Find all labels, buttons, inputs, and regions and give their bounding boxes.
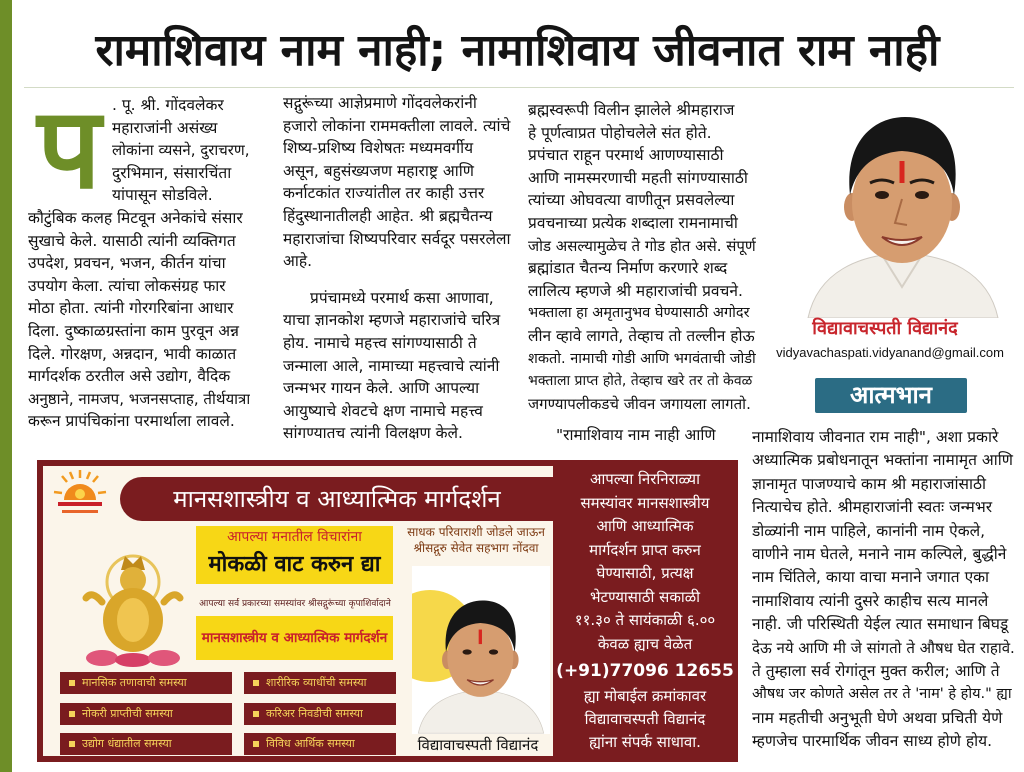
column-line: भक्ताला हा अमृतानुभव घेण्यासाठी अगोदर — [528, 305, 750, 322]
column-line: कर्नाटकांत राज्यांतील तर काही उत्तर — [283, 184, 485, 203]
column-line: ज्ञानामृत पाजण्याचे काम श्री महाराजांसाठी — [752, 474, 986, 493]
column-line: प्रपंचामध्ये परमार्थ कसा आणावा, — [310, 288, 494, 307]
column-line: लालित्य म्हणजे श्री महाराजांची प्रवचने. — [528, 281, 743, 300]
ad-tagline-big: मोकळी वाट करुन द्या — [208, 552, 381, 577]
column-line: नामाशिवाय त्यांनी दुसरे काहीच सत्य मानले — [752, 591, 989, 610]
column-line: भक्ताला प्राप्त होते, तेव्हाच खरे तर तो केवळ — [528, 373, 753, 390]
right-eye — [915, 191, 929, 199]
column-line: ते तुम्हाला सर्व रोगांतून मुक्त करील; आणि ते — [752, 661, 1000, 680]
column-line: त्यांच्या ओघवत्या वाणीतून प्रसवलेल्या — [528, 191, 735, 210]
column-line: ब्रह्मस्वरूपी विलीन झालेले श्रीमहाराज — [528, 101, 735, 119]
column-line: आहे. — [283, 252, 312, 271]
problem-item: शारीरिक व्याधींची समस्या — [244, 672, 396, 694]
column-line: जन्मभर गायन केले. आणि आपल्या — [283, 379, 480, 398]
column-line: जोड असल्यामुळेच ते गोड होत असे. संपूर्ण — [528, 236, 756, 255]
drop-cap: प — [37, 88, 101, 210]
column-line: नाम चिंतिले, काया वाचा मनाने जगात एका — [752, 568, 990, 587]
deity-image — [72, 540, 194, 668]
column-line: अनुष्ठाने, नामजप, भजनसप्ताह, तीर्थयात्रा — [28, 389, 250, 408]
problem-item: नोकरी प्राप्तीची समस्या — [60, 703, 232, 725]
column-line: शिष्य-प्रशिष्य विशेषतः मध्यमवर्गीय — [283, 139, 474, 158]
column-line: ब्रह्मांडात चैतन्य निर्माण करणारे शब्द — [528, 259, 728, 278]
contact-footer-line: विद्यावाचस्पती विद्यानंद — [584, 710, 706, 728]
column-line: "रामाशिवाय नाम नाही आणि — [556, 426, 716, 445]
sun-emblem-icon — [44, 466, 116, 526]
ad-title: मानसशास्त्रीय व आध्यात्मिक मार्गदर्शन — [120, 477, 554, 521]
column-line: दिले. गोरक्षण, अन्नदान, भावी काळात — [28, 344, 237, 363]
contact-line: समस्यांवर मानसशास्त्रीय — [580, 493, 710, 512]
ad-join-text: श्रीसद्गुरु सेवेत सहभाग नोंदवा — [413, 541, 539, 555]
column-line: हजारो लोकांना राममक्तीला लावले. त्यांचे — [283, 116, 511, 135]
column-line: हे पूर्णत्वाप्रत पोहोचलेले संत होते. — [528, 123, 712, 142]
column-line: कौटुंबिक कलह मिटवून अनेकांचे संसार — [28, 208, 243, 227]
column-line: देऊ नये आणि मी जे सांगतो ते औषध घेत राहावे. — [752, 638, 1015, 657]
contact-footer-line: ह्या मोबाईल क्रमांकावर — [583, 687, 707, 705]
column-line: नामाशिवाय जीवनात राम नाही", अशा प्रकारे — [752, 428, 999, 446]
column-line: उपयोग केला. त्यांचा लोकसंग्रह फार — [28, 276, 226, 295]
column-section-label: आत्मभान — [815, 378, 967, 413]
column-line: सांगण्यातच त्यांनी विलक्षण केले. — [283, 424, 463, 443]
column-line: प्रपंचात राहून परमार्थ आणण्यासाठी — [528, 146, 724, 165]
column-line: जन्माला आले, नामाच्या महत्त्वाचे त्यांनी — [283, 356, 500, 375]
author-photo — [800, 95, 1005, 318]
column-line: सद्गुरूंच्या आज्ञेप्रमाणे गोंदवलेकरांनी — [283, 94, 477, 112]
column-line: मोठा होता. त्यांनी गोरगरिबांना आधार — [28, 299, 234, 318]
emblem-ribbon-lower — [62, 510, 98, 513]
column-line: प्रवचनाच्या प्रत्येक शब्दाला रामनामाची — [528, 213, 738, 232]
flowers-left — [86, 650, 118, 666]
ad-join-text: साधक परिवाराशी जोडले जाऊन — [407, 525, 545, 539]
article-continuation — [752, 426, 1016, 753]
column-line: नाही. जी परिस्थिती येईल त्यात समाधान बिघडू — [752, 615, 1009, 634]
ad-contact-block — [555, 468, 735, 758]
column-line: उपदेश, प्रवचन, भजन, कीर्तन यांचा — [28, 254, 226, 273]
column-line: शकतो. नामाची गोडी आणि भगवंताची जोडी — [528, 350, 756, 367]
emblem-ribbon — [58, 502, 102, 506]
column-line: दिला. दुष्काळग्रस्तांना काम पुरवून अन्न — [28, 321, 239, 340]
column-line: जगण्यापलीकडचे जीवन जगायला लागतो. — [528, 394, 751, 413]
column-line: लोकांना व्यसने, दुराचरण, — [112, 141, 250, 160]
column-line: नाम महतीची अनुभूती घेणे अथवा प्रचिती येणे — [752, 708, 1003, 727]
tilak — [900, 161, 905, 183]
left-eye — [875, 191, 889, 199]
ad-photo-caption: विद्यावाचस्पती विद्यानंद — [417, 736, 539, 754]
contact-line: भेटण्यासाठी सकाळी — [589, 587, 701, 606]
problem-item: उद्योग धंद्यातील समस्या — [60, 733, 232, 755]
flowers-center — [115, 653, 151, 667]
article-column-2 — [283, 92, 511, 445]
contact-line: केवळ ह्याच वेळेत — [597, 634, 693, 653]
column-line: लीन व्हावे लागते, तेव्हाच तो तल्लीन होऊ — [528, 326, 755, 345]
ad-blessing-text: आपल्या सर्व प्रकारच्या समस्यांवर श्रीसद्गुरूंच्या कृपाशिर्वादाने — [199, 599, 391, 609]
column-line: महाराजांचा शिष्यपरिवार सर्वदूर पसरलेला — [283, 229, 511, 248]
column-line: यांपासून सोडविले. — [112, 186, 213, 205]
ad-tagline-small: आपल्या मनातील विचारांना — [227, 529, 362, 545]
column-line: याचा ज्ञानकोश म्हणजे महाराजांचे चरित्र — [283, 311, 501, 330]
column-line: वाणीने नाम घेतले, मनाने नाम कल्पिले, बुद्धीने — [752, 544, 1007, 563]
headline-divider — [24, 87, 1014, 88]
ad-guidance-label: मानसशास्त्रीय व आध्यात्मिक मार्गदर्शन — [196, 616, 393, 660]
article-column-1 — [28, 94, 250, 433]
column-line: म्हणजेच पारमार्थिक जीवन साध्य होणे होय. — [752, 732, 993, 751]
contact-line: ११.३० ते सायंकाळी ६.०० — [574, 611, 716, 629]
contact-line: आणि आध्यात्मिक — [596, 517, 694, 535]
contact-line: मार्गदर्शन प्राप्त करुन — [589, 540, 701, 559]
column-line: . पू. श्री. गोंदवलेकर — [112, 96, 224, 114]
column-line: आणि नामस्मरणाची महती सांगण्यासाठी — [528, 168, 748, 187]
column-line: आयुष्याचे शेवटचे क्षण नामाचे महत्त्व — [283, 401, 483, 420]
deity-robe — [117, 598, 149, 642]
column-line: दुरभिमान, संसारचिंता — [112, 163, 232, 182]
article-column-3 — [528, 99, 756, 447]
contact-footer-line: ह्यांना संपर्क साधावा. — [589, 733, 701, 751]
column-line: होय. नामाचे महत्त्व सांगण्यासाठी ते — [283, 333, 477, 352]
column-line: हिंदुस्थानातीलही आहेत. श्री ब्रह्मचैतन्य — [283, 206, 493, 225]
sun-core — [75, 489, 85, 499]
ad-tagline-box — [196, 526, 393, 584]
problem-item: करिअर निवडीची समस्या — [244, 703, 396, 725]
contact-phone-number: (+91)77096 12655 — [556, 661, 734, 681]
column-line: औषध जर कोणते असेल तर ते 'नाम' हे होय." ह्या — [752, 686, 1012, 703]
column-line: महाराजांनी असंख्य — [112, 118, 218, 137]
column-line: सुखाचे केले. यासाठी त्यांनी व्यक्तिगत — [28, 231, 236, 250]
author-name: विद्यावाचस्पती विद्यानंद — [812, 318, 958, 339]
advertisement — [37, 460, 738, 762]
column-line: मार्गदर्शक ठरतील असे उद्योग, वैदिक — [28, 367, 231, 386]
problem-item: मानसिक तणावाची समस्या — [60, 672, 232, 694]
flowers-right — [148, 650, 180, 666]
author-email: vidyavachaspati.vidyanand@gmail.com — [776, 345, 1004, 360]
column-line: करून प्रापंचिकांना परमार्थाला लावले. — [28, 412, 235, 431]
ad-guide-photo — [412, 566, 550, 734]
contact-line: आपल्या निरनिराळ्या — [589, 470, 701, 488]
column-line: अध्यात्मिक प्रबोधनातून भक्तांना नामामृत आणि — [752, 451, 1013, 470]
contact-line: घेण्यासाठी, प्रत्यक्ष — [596, 564, 694, 582]
column-line: असून, बहुसंख्यजण महाराष्ट्र आणि — [283, 161, 474, 180]
column-line: डोळ्यांनी नाम पाहिले, कानांनी नाम ऐकले, — [752, 521, 986, 540]
left-border-stripe — [0, 0, 12, 772]
article-headline: रामाशिवाय नाम नाही; नामाशिवाय जीवनात राम नाही — [95, 25, 940, 76]
column-line: नित्याचेच होते. श्रीमहाराजांनी स्वतः जन्मभर — [752, 498, 993, 517]
problem-item: विविध आर्थिक समस्या — [244, 733, 396, 755]
